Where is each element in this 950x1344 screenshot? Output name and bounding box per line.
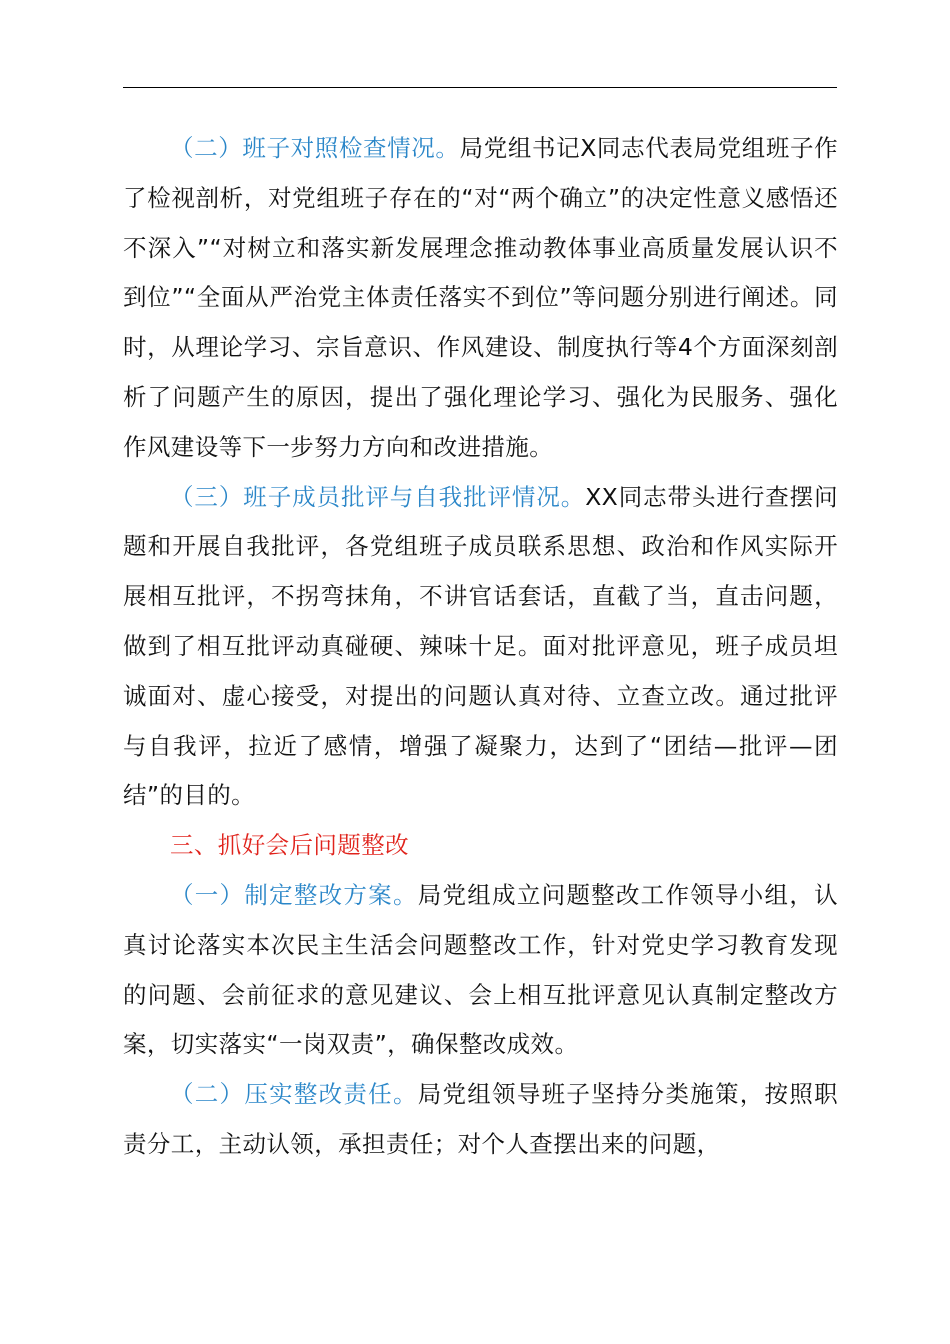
header-rule [123, 87, 837, 88]
document-body [123, 124, 838, 1170]
paragraph-rectification-responsibility [123, 1070, 838, 1170]
paragraph-text: XX同志带头进行查摆问题和开展自我批评，各党组班子成员联系思想、政治和作风实际开展相互批评，不拐弯抹角，不讲官话套话，直截了当，直击问题，做到了相互批评动真碰硬、辣味十足。面对批评意见，班子成员坦诚面对、虚心接受，对提出的问题认真对待、立查立改。通过批评与自我评，拉近了感情，增强了凝聚力，达到了“团结—批评—团结”的目的。 [123, 482, 838, 810]
paragraph-heading: （二）班子对照检查情况。 [170, 134, 460, 162]
paragraph-text: 局党组书记X同志代表局党组班子作了检视剖析，对党组班子存在的“对“两个确立”的决定性意义感悟还不深入”“对树立和落实新发展理念推动教体事业高质量发展认识不到位”“全面从严治党主体责任落实不到位”等问题分别进行阐述。同时，从理论学习、宗旨意识、作风建设、制度执行等4个方面深刻剖析了问题产生的原因，提出了强化理论学习、强化为民服务、强化作风建设等下一步努力方向和改进措施。 [123, 134, 838, 461]
paragraph-heading: （一）制定整改方案。 [170, 880, 418, 909]
paragraph-text: 局党组成立问题整改工作领导小组，认真讨论落实本次民主生活会问题整改工作，针对党史学习教育发现的问题、会前征求的意见建议、会上相互批评意见认真制定整改方案，切实落实“一岗双责”，确保整改成效。 [123, 880, 838, 1059]
paragraph-text: 局党组领导班子坚持分类施策，按照职责分工，主动认领，承担责任；对个人查摆出来的问题， [123, 1080, 838, 1158]
paragraph-rectification-plan [123, 871, 838, 1070]
section-title [123, 821, 838, 871]
paragraph-heading: （三）班子成员批评与自我批评情况。 [170, 482, 586, 511]
paragraph-heading: （二）压实整改责任。 [170, 1080, 418, 1109]
section-title-text: 三、抓好会后问题整改 [170, 831, 409, 860]
paragraph-criticism [123, 473, 838, 822]
paragraph-team-self-check [123, 124, 838, 473]
